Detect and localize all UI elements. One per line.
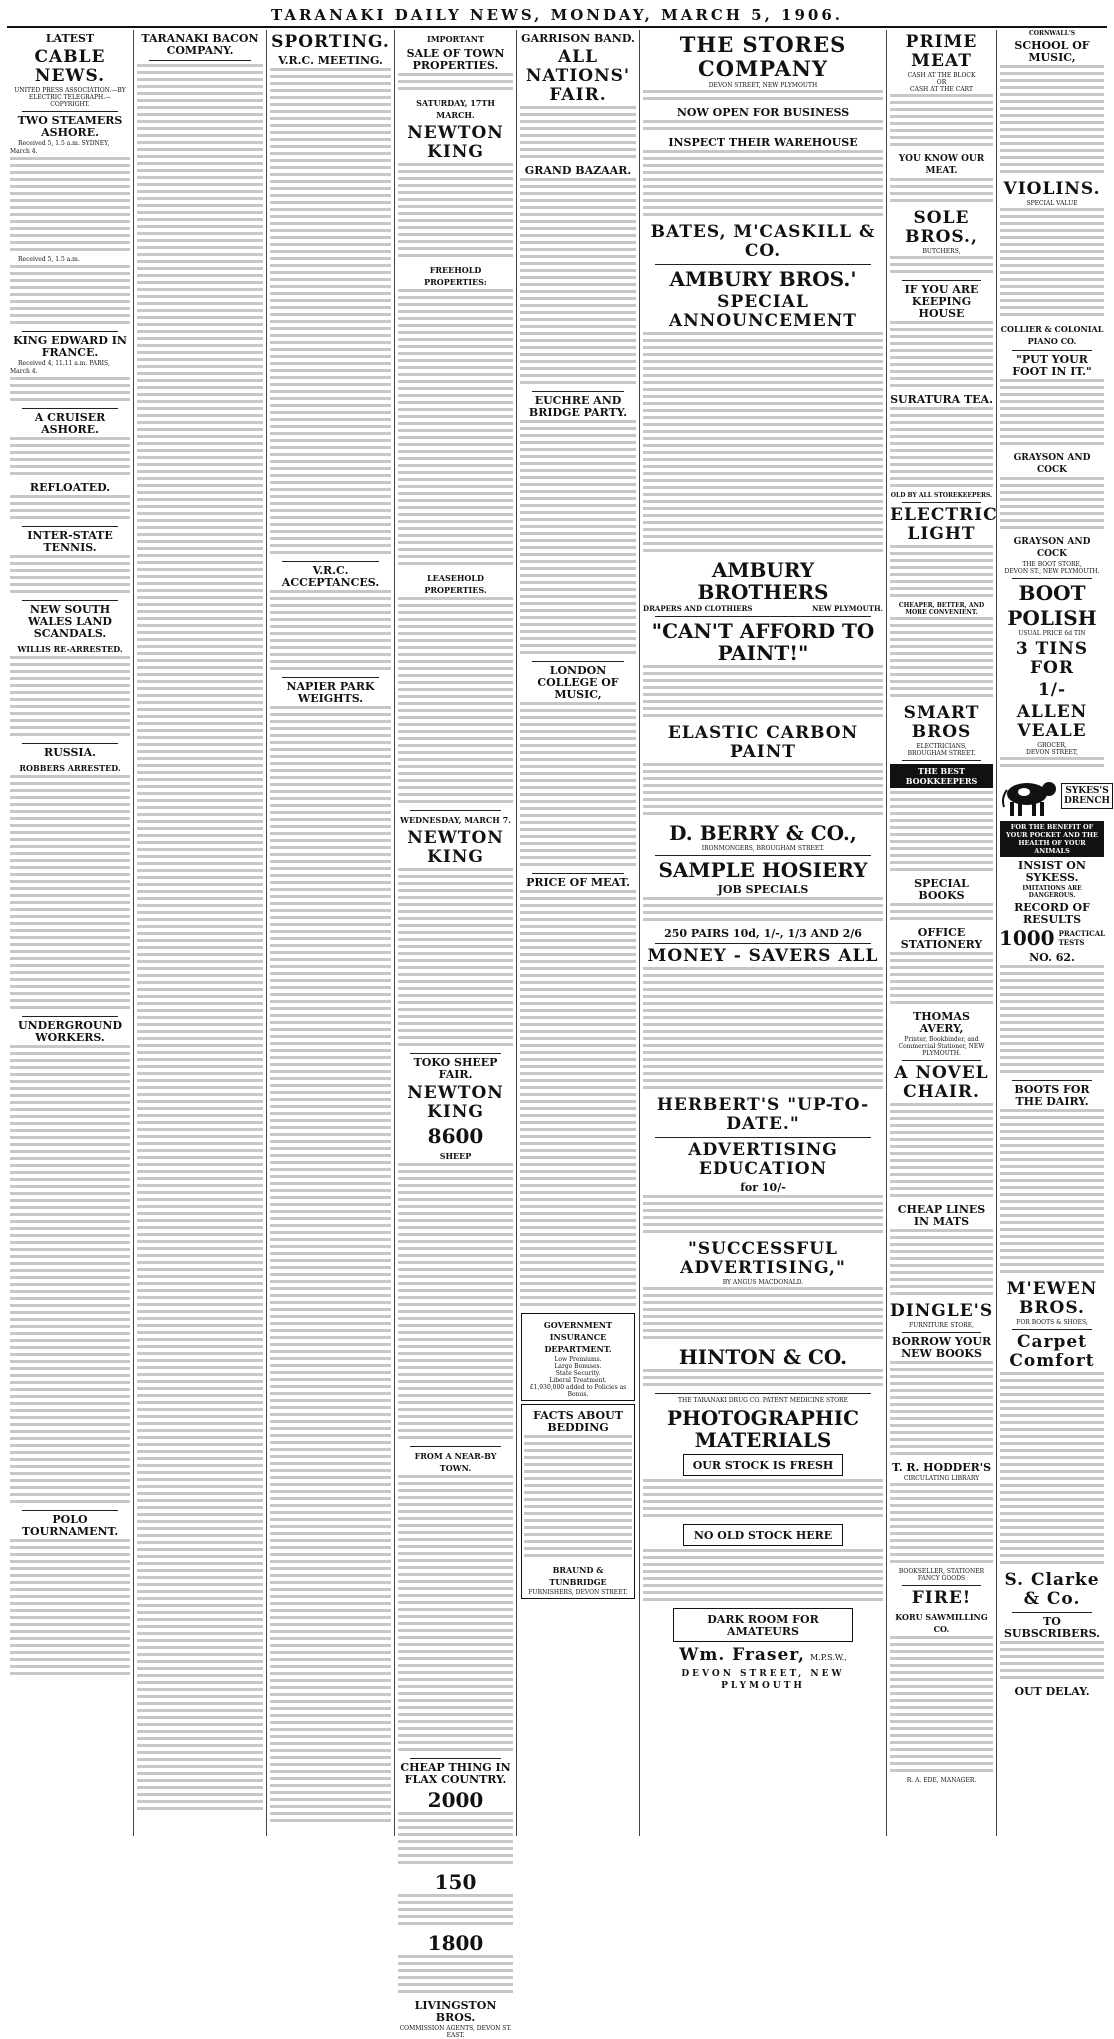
sheep-count: 8600 bbox=[427, 1124, 484, 1148]
open-heading: NOW OPEN FOR BUSINESS bbox=[676, 106, 850, 119]
toko-heading: TOKO SHEEP FAIR. bbox=[413, 1056, 498, 1081]
cash-block: CASH AT THE BLOCK bbox=[907, 72, 976, 79]
low-premiums: Low Premiums. bbox=[554, 1356, 602, 1363]
sale-heading: SALE OF TOWN PROPERTIES. bbox=[406, 47, 505, 72]
body-text-block bbox=[10, 1045, 130, 1507]
brougham-label: BROUGHAM STREET. bbox=[907, 750, 976, 757]
drapers-label: DRAPERS AND CLOTHIERS bbox=[643, 604, 753, 613]
body-text-block bbox=[10, 265, 130, 328]
dateline: Received 5, 1.5 a.m. bbox=[18, 256, 80, 263]
body-text-block bbox=[890, 1103, 993, 1201]
acres-1800: 1800 bbox=[427, 1931, 484, 1955]
russia-heading: RUSSIA. bbox=[44, 746, 96, 759]
body-text-block bbox=[1000, 757, 1104, 771]
for-price: for 10/- bbox=[740, 1181, 786, 1194]
column-music-boots bbox=[997, 30, 1111, 1836]
novel-chair-heading: A NOVEL CHAIR. bbox=[894, 1063, 989, 1102]
euchre-heading: EUCHRE AND BRIDGE PARTY. bbox=[528, 394, 628, 419]
stock-fresh: OUR STOCK IS FRESH bbox=[692, 1459, 834, 1472]
body-text-block bbox=[524, 1435, 632, 1561]
boot-heading: BOOT bbox=[1018, 581, 1086, 605]
author: BY ANGUS MACDONALD. bbox=[722, 1279, 804, 1286]
insist-heading: INSIST ON SYKESS. bbox=[1018, 859, 1086, 884]
body-text-block bbox=[398, 73, 513, 94]
sykes-badge: SYKES'S DRENCH bbox=[1061, 783, 1113, 809]
body-text-block bbox=[398, 1894, 513, 1929]
drug-company: THE TARANAKI DRUG CO. PATENT MEDICINE STORE bbox=[678, 1397, 848, 1404]
body-text-block bbox=[520, 178, 636, 388]
king-edward-heading: KING EDWARD IN FRANCE. bbox=[13, 334, 127, 359]
imitations-warning: IMITATIONS ARE DANGEROUS. bbox=[1022, 885, 1082, 899]
body-text-block bbox=[1000, 965, 1104, 1077]
body-text-block bbox=[643, 1369, 883, 1390]
body-text-block bbox=[1000, 65, 1104, 177]
garrison-heading: GARRISON BAND. bbox=[521, 32, 635, 45]
body-text-block bbox=[520, 702, 636, 870]
column-garrison-band bbox=[517, 30, 640, 1836]
herbert-heading: HERBERT'S "UP-TO-DATE." bbox=[656, 1095, 870, 1134]
body-text-block bbox=[398, 1163, 513, 1443]
body-text-block bbox=[10, 775, 130, 1013]
body-text-block bbox=[520, 890, 636, 1310]
tins-offer: 3 TINS FOR bbox=[1015, 639, 1089, 678]
body-text-block bbox=[643, 90, 883, 104]
napier-heading: NAPIER PARK WEIGHTS. bbox=[286, 680, 375, 705]
keeping-house-heading: IF YOU ARE KEEPING HOUSE bbox=[904, 283, 979, 320]
body-text-block bbox=[270, 590, 391, 674]
body-text-block bbox=[1000, 208, 1104, 320]
devon-address: DEVON ST., NEW PLYMOUTH. bbox=[1004, 568, 1100, 575]
column-stores-ads bbox=[640, 30, 887, 1836]
cheap-mats: CHEAP LINES IN MATS bbox=[897, 1203, 986, 1228]
ede-manager: R. A. EDE, MANAGER. bbox=[906, 1777, 977, 1784]
stores-heading: THE STORES COMPANY bbox=[679, 32, 847, 81]
advertising-heading: ADVERTISING EDUCATION bbox=[688, 1140, 838, 1179]
ambury-heading: AMBURY BROS.' bbox=[669, 267, 857, 291]
body-text-block bbox=[890, 903, 993, 924]
or-label: OR bbox=[936, 79, 947, 86]
bates-heading: BATES, M'CASKILL & CO. bbox=[650, 222, 876, 261]
fraser-address: DEVON STREET, NEW PLYMOUTH bbox=[681, 1669, 845, 1691]
important-label: IMPORTANT bbox=[426, 34, 485, 44]
furniture-store: FURNITURE STORE, bbox=[908, 1322, 975, 1329]
photo-heading: PHOTOGRAPHIC MATERIALS bbox=[666, 1406, 860, 1452]
no-old-stock: NO OLD STOCK HERE bbox=[693, 1529, 833, 1542]
acres-150: 150 bbox=[434, 1870, 477, 1894]
body-text-block bbox=[643, 763, 883, 819]
suratura-heading: SURATURA TEA. bbox=[890, 393, 993, 406]
body-text-block bbox=[398, 163, 513, 261]
wednesday-date: WEDNESDAY, MARCH 7. bbox=[400, 815, 511, 825]
vrc-heading: V.R.C. MEETING. bbox=[278, 54, 383, 67]
column-prime-meat bbox=[887, 30, 997, 1836]
insurance-box bbox=[521, 1313, 635, 1401]
body-text-block bbox=[890, 952, 993, 1008]
cruiser-heading: A CRUISER ASHORE. bbox=[34, 411, 106, 436]
body-text-block bbox=[398, 289, 513, 569]
body-text-block bbox=[10, 157, 130, 255]
dingle-heading: DINGLE'S bbox=[890, 1301, 994, 1321]
dairy-heading: BOOTS FOR THE DAIRY. bbox=[1014, 1083, 1090, 1108]
circulating-library: CIRCULATING LIBRARY bbox=[903, 1475, 980, 1482]
flax-heading: CHEAP THING IN FLAX COUNTRY. bbox=[400, 1761, 511, 1786]
body-text-block bbox=[1000, 1109, 1104, 1277]
bedding-box bbox=[521, 1404, 635, 1599]
tests-count: 1000 bbox=[998, 926, 1055, 950]
newspaper-page bbox=[7, 4, 1111, 2039]
bacon-heading: TARANAKI BACON COMPANY. bbox=[141, 32, 259, 57]
allen-veale-heading: ALLEN VEALE bbox=[1016, 702, 1088, 741]
body-text-block bbox=[643, 967, 883, 1093]
body-text-block bbox=[890, 1636, 993, 1776]
body-text-block bbox=[1000, 1372, 1104, 1568]
refloated-heading: REFLOATED. bbox=[29, 481, 111, 494]
body-text-block bbox=[643, 332, 883, 556]
sole-bros-heading: SOLE BROS., bbox=[905, 208, 978, 247]
avery-heading: THOMAS AVERY, bbox=[913, 1010, 970, 1035]
nations-fair-heading: ALL NATIONS' FAIR. bbox=[525, 47, 631, 105]
insurance-heading: GOVERNMENT INSURANCE DEPARTMENT. bbox=[543, 1320, 613, 1354]
newton-king-heading-3: NEWTON KING bbox=[407, 1083, 504, 1122]
fraser-mps: M.P.S.W., bbox=[810, 1653, 847, 1662]
body-text-block bbox=[398, 868, 513, 1050]
record-heading: RECORD OF RESULTS bbox=[1014, 901, 1090, 926]
stores-address: DEVON STREET, NEW PLYMOUTH bbox=[708, 82, 818, 89]
hosiery-heading: SAMPLE HOSIERY bbox=[658, 858, 868, 882]
carpet-heading: Carpet Comfort bbox=[1009, 1332, 1095, 1371]
polish-heading: POLISH bbox=[1007, 606, 1097, 630]
column-cable-news bbox=[7, 30, 134, 1836]
body-text-block bbox=[10, 495, 130, 523]
cable-news-heading: CABLE NEWS. bbox=[34, 47, 106, 86]
special-announcement: SPECIAL ANNOUNCEMENT bbox=[669, 292, 857, 331]
body-text-block bbox=[10, 1539, 130, 1679]
near-by-town-heading: FROM A NEAR-BY TOWN. bbox=[414, 1451, 497, 1473]
state-security: State Security. bbox=[555, 1370, 601, 1377]
body-text-block bbox=[398, 1475, 513, 1755]
body-text-block bbox=[643, 665, 883, 721]
bookseller: BOOKSELLER, STATIONER bbox=[898, 1568, 985, 1575]
dark-room: DARK ROOM FOR AMATEURS bbox=[707, 1613, 819, 1638]
body-text-block bbox=[137, 64, 263, 1814]
tests-label: PRACTICAL TESTS bbox=[1058, 929, 1106, 947]
usual-price: USUAL PRICE 6d TIN bbox=[1018, 630, 1086, 637]
body-text-block bbox=[520, 420, 636, 658]
electricians-label: ELECTRICIANS, bbox=[916, 743, 967, 750]
berry-sub: IRONMONGERS, BROUGHAM STREET. bbox=[701, 845, 825, 852]
freehold-heading: FREEHOLD PROPERTIES: bbox=[424, 265, 487, 287]
avery-sub: Printer, Bookbinder, and Commercial Stationer, NEW PLYMOUTH. bbox=[898, 1036, 985, 1057]
special-books: SPECIAL BOOKS bbox=[914, 877, 969, 902]
body-text-block bbox=[398, 1955, 513, 1997]
willis-heading: WILLIS RE-ARRESTED. bbox=[17, 644, 123, 654]
body-text-block bbox=[1000, 379, 1104, 449]
grayson-heading-2: GRAYSON AND COCK bbox=[1013, 537, 1091, 559]
masthead: TARANAKI DAILY NEWS, MONDAY, MARCH 5, 1906. bbox=[7, 4, 1107, 28]
ambury-brothers-heading: AMBURY BROTHERS bbox=[697, 558, 829, 604]
school-music-heading: SCHOOL OF MUSIC, bbox=[1014, 39, 1090, 64]
hodder-heading: T. R. HODDER'S bbox=[891, 1461, 992, 1474]
body-text-block bbox=[10, 437, 130, 479]
body-text-block bbox=[1000, 477, 1104, 533]
underground-heading: UNDERGROUND WORKERS. bbox=[17, 1019, 123, 1044]
inspect-heading: INSPECT THEIR WAREHOUSE bbox=[668, 136, 858, 149]
body-text-block bbox=[890, 1483, 993, 1567]
body-text-block bbox=[10, 555, 130, 597]
cow-illustration-icon bbox=[1000, 774, 1058, 818]
new-plymouth-label: NEW PLYMOUTH. bbox=[812, 604, 883, 613]
steamers-heading: TWO STEAMERS ASHORE. bbox=[17, 114, 123, 139]
borrow-heading: BORROW YOUR NEW BOOKS bbox=[891, 1335, 992, 1360]
body-text-block bbox=[643, 1287, 883, 1343]
body-text-block bbox=[890, 1361, 993, 1459]
body-text-block bbox=[890, 256, 993, 277]
sporting-heading: SPORTING. bbox=[271, 32, 390, 52]
body-text-block bbox=[890, 617, 993, 701]
body-text-block bbox=[398, 597, 513, 807]
pocket-banner: FOR THE BENEFIT OF YOUR POCKET AND THE HEALTH OF YOUR ANIMALS bbox=[1000, 821, 1104, 857]
liberal-treatment: Liberal Treatment. bbox=[549, 1377, 607, 1384]
column-town-properties bbox=[395, 30, 517, 2039]
body-text-block bbox=[890, 321, 993, 391]
body-text-block bbox=[270, 68, 391, 558]
body-text-block bbox=[890, 407, 993, 491]
body-text-block bbox=[890, 791, 993, 875]
money-savers-heading: MONEY - SAVERS ALL bbox=[647, 946, 879, 966]
collier-heading: COLLIER & COLONIAL PIANO CO. bbox=[1000, 324, 1104, 346]
acres-2000: 2000 bbox=[427, 1788, 484, 1812]
devon-street-label: DEVON STREET, bbox=[1026, 749, 1078, 756]
body-text-block bbox=[890, 178, 993, 206]
sykes-drench-ad bbox=[1000, 774, 1111, 818]
body-text-block bbox=[890, 94, 993, 150]
body-text-block bbox=[643, 120, 883, 134]
press-credit: UNITED PRESS ASSOCIATION.—BY ELECTRIC TELEGRAPH.—COPYRIGHT. bbox=[14, 87, 126, 108]
acceptances-heading: V.R.C. ACCEPTANCES. bbox=[281, 564, 380, 589]
job-specials: JOB SPECIALS bbox=[717, 883, 809, 896]
body-text-block bbox=[890, 545, 993, 601]
mewen-sub: FOR BOOTS & SHOES, bbox=[1016, 1319, 1088, 1326]
body-text-block bbox=[643, 150, 883, 220]
violins-heading: VIOLINS. bbox=[1003, 179, 1101, 199]
grayson-heading: GRAYSON AND COCK bbox=[1013, 453, 1091, 475]
livingston-heading: LIVINGSTON BROS. bbox=[414, 1999, 497, 2024]
sheep-label: SHEEP bbox=[439, 1151, 472, 1161]
bedding-heading: FACTS ABOUT BEDDING bbox=[533, 1409, 623, 1434]
livingston-sub: COMMISSION AGENTS, DEVON ST. EAST. bbox=[399, 2025, 512, 2039]
out-delay: OUT DELAY. bbox=[1014, 1685, 1090, 1698]
hinton-heading: HINTON & CO. bbox=[678, 1345, 848, 1369]
electric-light-heading: ELECTRIC LIGHT bbox=[890, 505, 998, 544]
fire-heading: FIRE! bbox=[911, 1588, 972, 1608]
large-bonuses: Large Bonuses. bbox=[554, 1363, 602, 1370]
body-text-block bbox=[1000, 1641, 1104, 1683]
body-text-block bbox=[890, 1229, 993, 1299]
cheaper-line: CHEAPER, BETTER, AND MORE CONVENIENT. bbox=[898, 602, 985, 616]
cornwall-label: CORNWALL'S bbox=[1028, 30, 1076, 37]
body-text-block bbox=[643, 1195, 883, 1237]
prime-meat-heading: PRIME MEAT bbox=[905, 32, 978, 71]
fancy-goods: FANCY GOODS bbox=[917, 1575, 966, 1582]
fraser-heading: Wm. Fraser, bbox=[679, 1645, 805, 1665]
special-value: SPECIAL VALUE bbox=[1026, 200, 1078, 207]
body-text-block bbox=[520, 106, 636, 162]
subscribers-heading: TO SUBSCRIBERS. bbox=[1003, 1615, 1101, 1640]
pairs-line: 250 PAIRS 10d, 1/-, 1/3 AND 2/6 bbox=[664, 927, 862, 940]
boot-store: THE BOOT STORE, bbox=[1022, 561, 1082, 568]
newton-king-heading: NEWTON KING bbox=[407, 123, 504, 162]
price-heading: PRICE OF MEAT. bbox=[526, 876, 630, 889]
dateline: Received 4, 11.11 a.m. PARIS, March 4. bbox=[10, 360, 110, 375]
newton-king-heading-2: NEWTON KING bbox=[407, 828, 504, 867]
body-text-block bbox=[398, 1812, 513, 1868]
butchers-label: BUTCHERS, bbox=[922, 248, 961, 255]
bonus-amount: £1,930,000 added to Policies as Bonus. bbox=[529, 1384, 627, 1398]
sold-by: OLD BY ALL STOREKEEPERS. bbox=[890, 492, 993, 499]
bazaar-heading: GRAND BAZAAR. bbox=[524, 164, 632, 177]
smart-bros-heading: SMART BROS bbox=[903, 703, 980, 742]
braund-sub: FURNISHERS, DEVON STREET. bbox=[528, 1589, 628, 1596]
body-text-block bbox=[643, 1479, 883, 1521]
sale-date: SATURDAY, 17TH MARCH. bbox=[416, 98, 495, 120]
cash-cart: CASH AT THE CART bbox=[910, 86, 973, 93]
carbon-paint-heading: ELASTIC CARBON PAINT bbox=[667, 723, 859, 762]
paint-heading: "CAN'T AFFORD TO PAINT!" bbox=[651, 619, 875, 665]
grocer-label: GROCER, bbox=[1037, 742, 1067, 749]
body-text-block bbox=[643, 1549, 883, 1605]
column-bacon-company bbox=[134, 30, 267, 1836]
clarke-heading: S. Clarke & Co. bbox=[1004, 1570, 1100, 1609]
body-text-block bbox=[270, 706, 391, 1826]
tennis-heading: INTER-STATE TENNIS. bbox=[27, 529, 113, 554]
column-sporting bbox=[267, 30, 395, 1836]
college-heading: LONDON COLLEGE OF MUSIC, bbox=[537, 664, 619, 701]
know-meat: YOU KNOW OUR MEAT. bbox=[898, 154, 985, 176]
shilling-price: 1/- bbox=[1037, 680, 1067, 700]
body-text-block bbox=[10, 656, 130, 740]
successful-heading: "SUCCESSFUL ADVERTISING," bbox=[680, 1239, 846, 1278]
berry-heading: D. BERRY & CO., bbox=[669, 821, 857, 845]
body-text-block bbox=[643, 897, 883, 925]
latest-label: LATEST bbox=[45, 32, 95, 45]
robbers-heading: ROBBERS ARRESTED. bbox=[19, 763, 121, 773]
foot-heading: "PUT YOUR FOOT IN IT." bbox=[1012, 353, 1092, 378]
body-text-block bbox=[10, 377, 130, 405]
braund-heading: BRAUND & TUNBRIDGE bbox=[549, 1565, 607, 1587]
office-stationery: OFFICE STATIONERY bbox=[900, 926, 983, 951]
leasehold-heading: LEASEHOLD PROPERTIES. bbox=[424, 573, 487, 595]
nsw-heading: NEW SOUTH WALES LAND SCANDALS. bbox=[28, 603, 112, 640]
bookkeepers-banner: THE BEST BOOKKEEPERS bbox=[890, 764, 993, 788]
mewen-heading: M'EWEN BROS. bbox=[1006, 1279, 1098, 1318]
dateline: Received 5, 1.5 a.m. SYDNEY, March 4. bbox=[10, 140, 110, 155]
record-number: NO. 62. bbox=[1029, 951, 1075, 964]
polo-heading: POLO TOURNAMENT. bbox=[21, 1513, 119, 1538]
koru-heading: KORU SAWMILLING CO. bbox=[895, 1612, 988, 1634]
